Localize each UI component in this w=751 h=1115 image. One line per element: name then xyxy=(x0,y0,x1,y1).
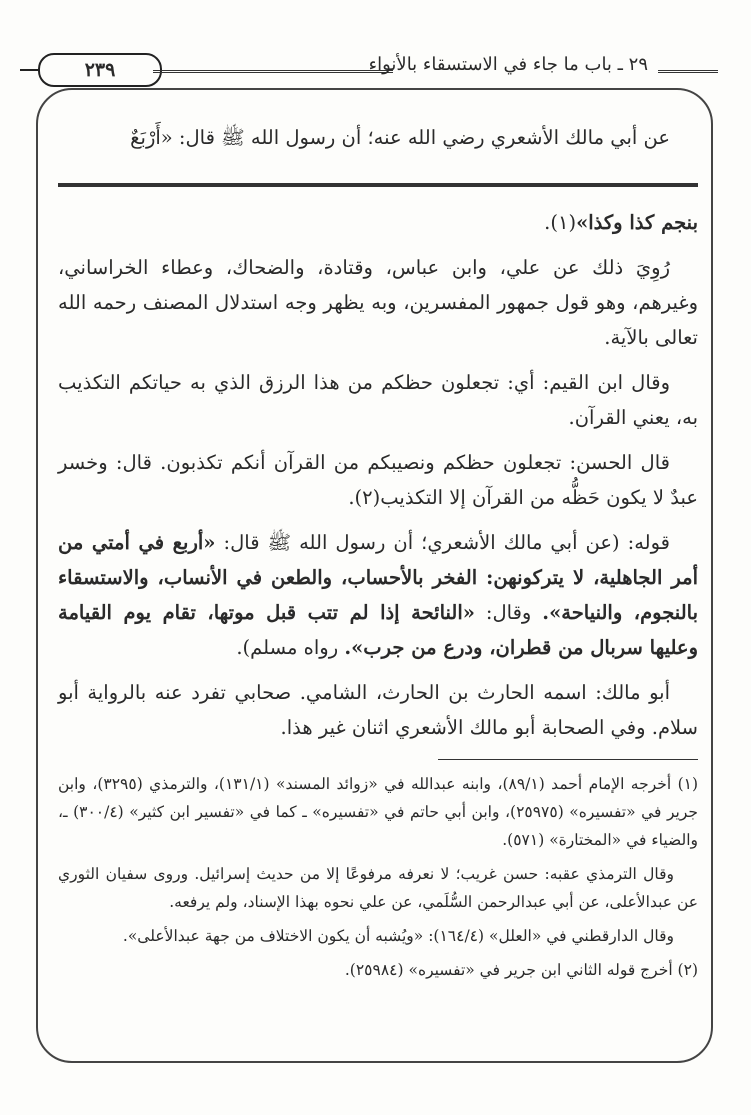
footnote-1: (١) أخرجه الإمام أحمد (٨٩/١)، وابنه عبدالله في «زوائد المسند» (١٣١/١)، والترمذي (٣٢٩٥)، وابن جرير في «تفسيره» (٢٥٩٧٥)، وابن أبي حاتم في «تفسيره» ـ كما في «تفسير ابن كثير» (٣٠٠/٤) ـ، والضياء في «المختارة» (٥٧١). xyxy=(58,775,699,849)
chapter-title: ٢٩ ـ باب ما جاء في الاستسقاء بالأنواء xyxy=(368,54,648,75)
footnote-ref-1: (١). xyxy=(544,211,577,234)
commentary-mid: وقال: xyxy=(474,601,543,624)
paragraph-commentary xyxy=(58,525,698,665)
footnote-divider xyxy=(438,759,698,760)
hadith-continuation-line xyxy=(58,205,698,240)
paragraph-abu-malik: أبو مالك: اسمه الحارث بن الحارث، الشامي. صحابي تفرد عنه بالرواية أبو سلام. وفي الصحابة أبو مالك الأشعري اثنان غير هذا. xyxy=(58,681,698,739)
hadith-divider xyxy=(58,183,698,187)
page-number: ٢٣٩ xyxy=(38,53,162,87)
header-rule-right xyxy=(658,70,718,73)
hadith-text: عن أبي مالك الأشعري رضي الله عنه؛ أن رسول الله ﷺ قال: «أَرْبَعٌ xyxy=(130,126,670,149)
commentary-hadith-2: «النائحة إذا لم تتب قبل موتها، تقام يوم القيامة وعليها سربال من قطران، ودرع من جرب». xyxy=(58,601,698,659)
footnotes xyxy=(58,770,698,984)
header-rule-left xyxy=(153,70,393,73)
hadith-continuation: بنجم كذا وكذا» xyxy=(576,211,698,234)
paragraph-hasan: قال الحسن: تجعلون حظكم ونصيبكم من القرآن أنكم تكذبون. قال: وخسر عبدٌ لا يكون حَظُّه من القرآن إلا التكذيب(٢). xyxy=(58,451,698,509)
commentary-lead: قوله: (عن أبي مالك الأشعري؛ أن رسول الله ﷺ قال: xyxy=(215,531,670,554)
commentary-hadith-1: «أربع في أمتي من أمر الجاهلية، لا يتركونهن: الفخر بالأحساب، والطعن في الأنساب، والاستسقاء بالنجوم، والنياحة». xyxy=(58,531,699,624)
footnote-1-tirmidhi: وقال الترمذي عقبه: حسن غريب؛ لا نعرفه مرفوعًا إلا من حديث إسرائيل. وروى سفيان الثوري عن عبدالأعلى، عن أبي عبدالرحمن السُّلَمي، عن علي نحوه بهذا الإسناد، ولم يرفعه. xyxy=(58,865,698,911)
footnote-1-daraqutni: وقال الدارقطني في «العلل» (١٦٤/٤): «ويُشبه أن يكون الاختلاف من جهة عبدالأعلى». xyxy=(122,927,674,945)
page-content xyxy=(58,120,698,990)
paragraph-ibn-qayyim: وقال ابن القيم: أي: تجعلون حظكم من هذا الرزق الذي به حياتكم التكذيب به، يعني القرآن. xyxy=(58,371,698,429)
page-header xyxy=(28,50,718,90)
footnote-2: (٢) أخرج قوله الثاني ابن جرير في «تفسيره» (٢٥٩٨٤). xyxy=(344,961,698,979)
commentary-tail: رواه مسلم). xyxy=(236,636,345,659)
paragraph-narrators: رُوِيَ ذلك عن علي، وابن عباس، وقتادة، والضحاك، وعطاء الخراساني، وغيرهم، وهو قول جمهور المفسرين، وبه يظهر وجه استدلال المصنف رحمه الله تعالى بالآية. xyxy=(58,256,698,349)
